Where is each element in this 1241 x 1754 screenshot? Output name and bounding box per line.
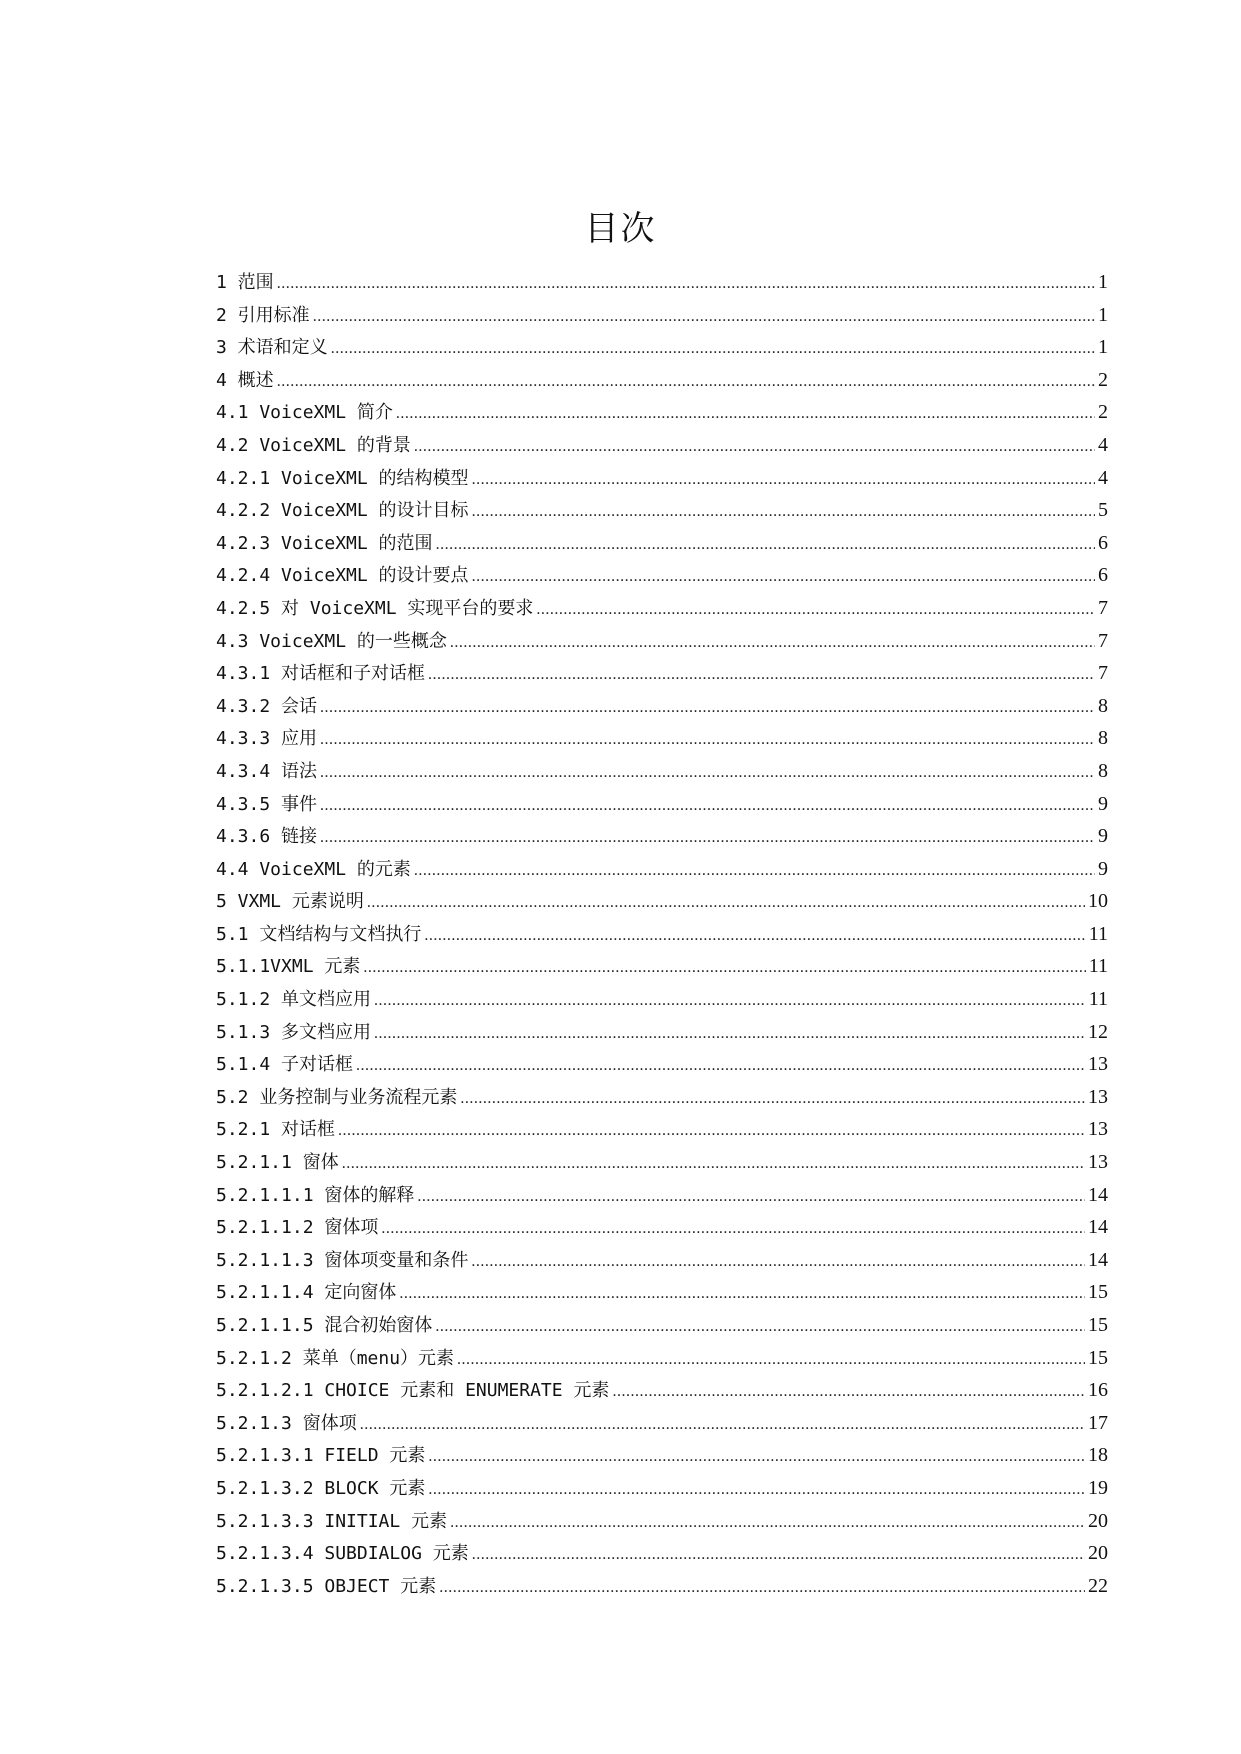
toc-entry-page-number: 22	[1088, 1574, 1108, 1597]
toc-entry[interactable]	[216, 885, 1108, 918]
toc-dot-leader	[399, 1278, 1085, 1311]
toc-entry[interactable]	[216, 1211, 1108, 1244]
toc-dot-leader	[435, 1311, 1085, 1344]
toc-entry-label: 4.1 VoiceXML 简介	[216, 402, 393, 424]
toc-entry-page-number: 14	[1088, 1248, 1108, 1271]
toc-dot-leader	[313, 301, 1095, 334]
toc-entry-label: 4.3.4 语法	[216, 760, 318, 782]
toc-dot-leader	[414, 431, 1095, 464]
toc-entry[interactable]	[216, 755, 1108, 788]
toc-entry[interactable]	[216, 1309, 1108, 1342]
toc-entry[interactable]	[216, 266, 1108, 299]
toc-entry-page-number: 6	[1098, 531, 1108, 554]
toc-dot-leader	[450, 1507, 1085, 1540]
toc-entry[interactable]	[216, 429, 1108, 462]
toc-entry-page-number: 9	[1098, 825, 1108, 848]
toc-dot-leader	[428, 1474, 1085, 1507]
toc-entry[interactable]	[216, 950, 1108, 983]
toc-entry-page-number: 6	[1098, 564, 1108, 587]
toc-dot-leader	[472, 1539, 1085, 1572]
toc-entry-label: 4.2.1 VoiceXML 的结构模型	[216, 467, 469, 489]
toc-entry[interactable]	[216, 1537, 1108, 1570]
toc-entry[interactable]	[216, 1570, 1108, 1603]
toc-entry-page-number: 2	[1098, 368, 1108, 391]
toc-dot-leader	[417, 1181, 1085, 1214]
toc-entry-page-number: 1	[1098, 336, 1108, 359]
toc-entry[interactable]	[216, 1505, 1108, 1538]
toc-entry-page-number: 7	[1098, 629, 1108, 652]
toc-entry[interactable]	[216, 1407, 1108, 1440]
toc-entry-page-number: 5	[1098, 499, 1108, 522]
toc-entry[interactable]	[216, 657, 1108, 690]
toc-entry[interactable]	[216, 1439, 1108, 1472]
toc-entry-label: 4.4 VoiceXML 的元素	[216, 858, 411, 880]
toc-dot-leader	[331, 333, 1095, 366]
toc-entry-page-number: 8	[1098, 759, 1108, 782]
toc-entry[interactable]	[216, 690, 1108, 723]
toc-entry[interactable]	[216, 983, 1108, 1016]
toc-entry-page-number: 12	[1088, 1020, 1108, 1043]
toc-entry-page-number: 10	[1088, 890, 1108, 913]
toc-dot-leader	[356, 1050, 1085, 1083]
toc-entry[interactable]	[216, 820, 1108, 853]
toc-entry-page-number: 15	[1088, 1314, 1108, 1336]
toc-entry-label: 5.2.1.1.5 混合初始窗体	[216, 1315, 433, 1336]
toc-entry-label: 4.3.6 链接	[216, 826, 318, 848]
toc-dot-leader	[320, 692, 1095, 725]
toc-dot-leader	[472, 496, 1095, 529]
toc-entry-label: 5 VXML 元素说明	[216, 891, 364, 913]
toc-dot-leader	[320, 757, 1095, 790]
toc-entry-page-number: 13	[1088, 1053, 1108, 1076]
toc-entry[interactable]	[216, 1048, 1108, 1081]
toc-entry[interactable]	[216, 364, 1108, 397]
toc-entry-label: 5.1.4 子对话框	[216, 1054, 354, 1076]
toc-dot-leader	[457, 1344, 1085, 1377]
toc-entry[interactable]	[216, 396, 1108, 429]
toc-entry-page-number: 2	[1098, 401, 1108, 424]
toc-entry-label: 5.2.1.3.5 OBJECT 元素	[216, 1575, 437, 1597]
toc-entry[interactable]	[216, 1342, 1108, 1375]
toc-dot-leader	[450, 627, 1095, 660]
toc-entry[interactable]	[216, 1016, 1108, 1049]
toc-entry-label: 4.3 VoiceXML 的一些概念	[216, 630, 447, 652]
toc-dot-leader	[360, 1409, 1085, 1442]
toc-dot-leader	[471, 1246, 1085, 1279]
toc-entry-page-number: 17	[1088, 1411, 1108, 1434]
toc-entry-label: 5.2.1.1.2 窗体项	[216, 1217, 379, 1239]
toc-entry-page-number: 15	[1088, 1346, 1108, 1369]
toc-entry-label: 5.2.1.3.4 SUBDIALOG 元素	[216, 1543, 469, 1565]
toc-entry-label: 5.2.1.3.3 INITIAL 元素	[216, 1510, 448, 1532]
toc-entry-page-number: 13	[1088, 1151, 1108, 1174]
toc-dot-leader	[277, 268, 1095, 301]
toc-entry-label: 5.1.1VXML 元素	[216, 956, 361, 978]
toc-entry[interactable]	[216, 853, 1108, 886]
toc-dot-leader	[612, 1376, 1085, 1409]
toc-entry-label: 5.2.1.3 窗体项	[216, 1412, 357, 1434]
table-of-contents	[216, 266, 1108, 1602]
toc-entry-label: 1 范围	[216, 272, 274, 293]
toc-entry-page-number: 7	[1098, 662, 1108, 685]
toc-entry-page-number: 7	[1098, 596, 1108, 619]
toc-entry[interactable]	[216, 722, 1108, 755]
toc-dot-leader	[428, 1441, 1085, 1474]
toc-entry-page-number: 19	[1088, 1476, 1108, 1499]
toc-entry-label: 4.3.5 事件	[216, 793, 318, 815]
toc-dot-leader	[338, 1115, 1085, 1148]
toc-entry[interactable]	[216, 1113, 1108, 1146]
toc-entry-label: 5.2.1.1.3 窗体项变量和条件	[216, 1249, 469, 1271]
toc-entry-label: 5.2.1.2 菜单（menu）元素	[216, 1347, 455, 1369]
toc-entry-page-number: 1	[1098, 271, 1108, 293]
toc-entry-label: 5.2.1.1.1 窗体的解释	[216, 1184, 415, 1206]
toc-entry[interactable]	[216, 559, 1108, 592]
toc-entry[interactable]	[216, 788, 1108, 821]
toc-entry[interactable]	[216, 918, 1108, 951]
toc-entry[interactable]	[216, 331, 1108, 364]
toc-dot-leader	[320, 790, 1095, 823]
toc-entry-page-number: 1	[1098, 303, 1108, 326]
toc-entry-page-number: 11	[1088, 988, 1108, 1011]
toc-dot-leader	[320, 822, 1095, 855]
toc-dot-leader	[381, 1213, 1085, 1246]
toc-entry[interactable]	[216, 527, 1108, 560]
toc-entry-page-number: 9	[1098, 792, 1108, 815]
toc-entry-page-number: 18	[1088, 1444, 1108, 1467]
toc-dot-leader	[342, 1148, 1085, 1181]
toc-dot-leader	[363, 952, 1085, 985]
toc-entry-label: 4 概述	[216, 369, 274, 391]
toc-entry[interactable]	[216, 1374, 1108, 1407]
toc-entry-page-number: 11	[1088, 955, 1108, 978]
toc-entry-label: 5.2.1.2.1 CHOICE 元素和 ENUMERATE 元素	[216, 1380, 610, 1402]
toc-entry[interactable]	[216, 1081, 1108, 1114]
toc-dot-leader	[472, 464, 1095, 497]
toc-dot-leader	[424, 920, 1085, 953]
toc-entry-page-number: 16	[1088, 1379, 1108, 1402]
toc-entry[interactable]	[216, 1146, 1108, 1179]
toc-entry-label: 4.2.2 VoiceXML 的设计目标	[216, 500, 469, 522]
toc-entry-label: 4.2.3 VoiceXML 的范围	[216, 532, 433, 554]
toc-entry-page-number: 9	[1098, 857, 1108, 880]
toc-entry-page-number: 8	[1098, 727, 1108, 750]
toc-entry-label: 4.3.3 应用	[216, 728, 318, 750]
toc-entry-page-number: 8	[1098, 694, 1108, 717]
toc-dot-leader	[320, 724, 1095, 757]
toc-entry-label: 5.2.1 对话框	[216, 1119, 336, 1141]
toc-entry-label: 4.3.1 对话框和子对话框	[216, 663, 426, 685]
toc-entry-label: 4.2 VoiceXML 的背景	[216, 434, 411, 456]
page-title: 目次	[584, 209, 657, 249]
toc-entry-page-number: 13	[1088, 1085, 1108, 1108]
toc-entry-label: 5.2 业务控制与业务流程元素	[216, 1086, 458, 1108]
toc-entry-label: 4.3.2 会话	[216, 695, 318, 717]
toc-dot-leader	[536, 594, 1095, 627]
toc-dot-leader	[428, 659, 1095, 692]
toc-entry-page-number: 20	[1088, 1542, 1108, 1565]
toc-entry-label: 5.1.2 单文档应用	[216, 989, 372, 1011]
toc-entry-page-number: 11	[1088, 922, 1108, 945]
toc-entry[interactable]	[216, 1244, 1108, 1277]
toc-entry-label: 2 引用标准	[216, 304, 310, 326]
toc-entry-page-number: 15	[1088, 1281, 1108, 1304]
toc-entry[interactable]	[216, 1276, 1108, 1309]
toc-entry[interactable]	[216, 1472, 1108, 1505]
toc-entry-page-number: 20	[1088, 1509, 1108, 1532]
toc-entry-label: 4.2.4 VoiceXML 的设计要点	[216, 565, 469, 587]
toc-dot-leader	[414, 855, 1095, 888]
toc-dot-leader	[439, 1572, 1085, 1605]
toc-dot-leader	[374, 1018, 1085, 1051]
toc-entry[interactable]	[216, 462, 1108, 495]
toc-dot-leader	[277, 366, 1095, 399]
toc-entry[interactable]	[216, 625, 1108, 658]
toc-dot-leader	[396, 398, 1095, 431]
toc-entry-label: 5.2.1.3.2 BLOCK 元素	[216, 1477, 426, 1499]
toc-entry-label: 5.2.1.3.1 FIELD 元素	[216, 1445, 426, 1467]
toc-dot-leader	[367, 887, 1085, 920]
toc-entry-label: 3 术语和定义	[216, 337, 328, 359]
toc-entry-label: 5.1.3 多文档应用	[216, 1021, 372, 1043]
toc-entry-label: 5.2.1.1.4 定向窗体	[216, 1282, 397, 1304]
toc-dot-leader	[460, 1083, 1085, 1116]
toc-entry-page-number: 14	[1088, 1216, 1108, 1239]
toc-entry[interactable]	[216, 1179, 1108, 1212]
toc-entry[interactable]	[216, 299, 1108, 332]
toc-dot-leader	[436, 529, 1095, 562]
toc-entry-label: 5.2.1.1 窗体	[216, 1152, 339, 1174]
toc-entry-page-number: 4	[1098, 433, 1108, 456]
toc-entry-label: 4.2.5 对 VoiceXML 实现平台的要求	[216, 597, 534, 619]
toc-entry-page-number: 13	[1088, 1118, 1108, 1141]
toc-entry[interactable]	[216, 592, 1108, 625]
toc-entry-page-number: 14	[1088, 1183, 1108, 1206]
toc-entry-page-number: 4	[1098, 466, 1108, 489]
toc-dot-leader	[374, 985, 1086, 1018]
toc-dot-leader	[472, 561, 1095, 594]
toc-entry[interactable]	[216, 494, 1108, 527]
toc-entry-label: 5.1 文档结构与文档执行	[216, 923, 422, 945]
